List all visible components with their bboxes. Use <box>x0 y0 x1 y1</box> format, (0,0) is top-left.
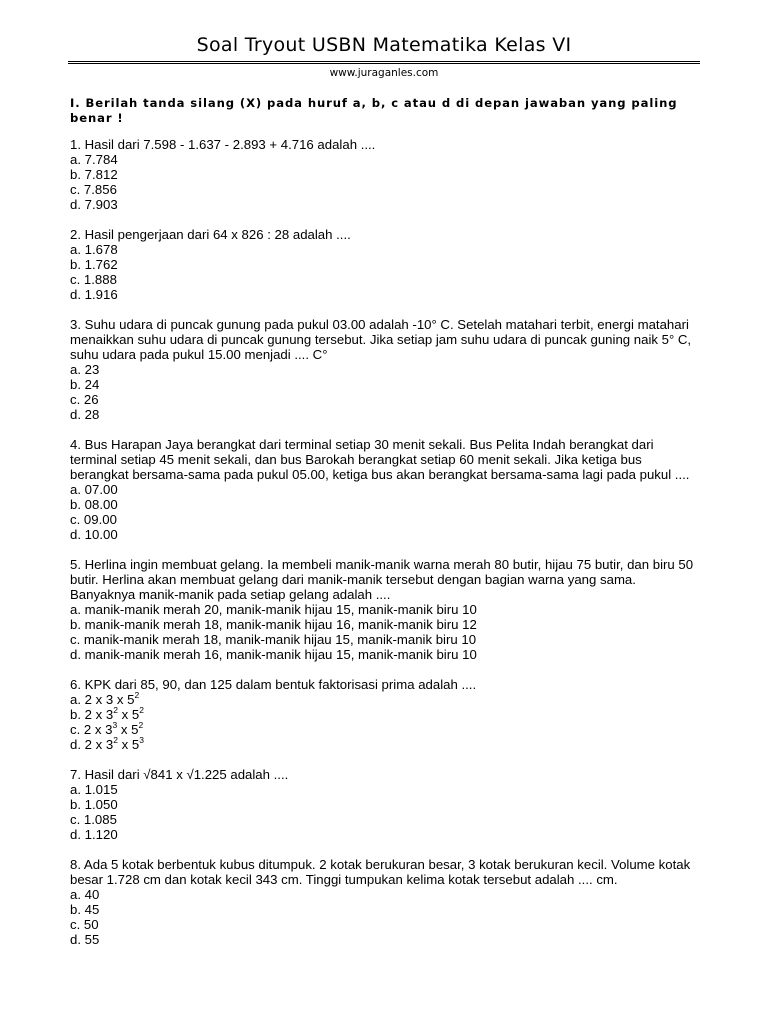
option-c: c. 50 <box>70 917 99 932</box>
question-text: 3. Suhu udara di puncak gunung pada pukul 03.00 adalah -10° C. Setelah matahari terbit, energi matahari menaikkan suhu udara di puncak gunung tersebut. Jika setiap jam suhu udara di puncak guning naik 5° C, suhu udara pada pukul 15.00 menjadi .... C° <box>70 317 692 362</box>
website-url: www.juraganles.com <box>329 67 439 79</box>
option-c <box>70 719 700 737</box>
instruction-text: I. Berilah tanda silang (X) pada huruf a, b, c atau d di depan jawaban yang paling benar ! <box>70 96 678 125</box>
option-a: a. 7.784 <box>70 152 118 167</box>
question-text: 5. Herlina ingin membuat gelang. Ia membeli manik-manik warna merah 80 butir, hijau 75 butir, dan biru 50 butir. Herlina akan membuat gelang dari manik-manik tersebut dengan bagian warna yang sama. Banyaknya manik-manik pada setiap gelang adalah .... <box>70 557 694 602</box>
question-text: 4. Bus Harapan Jaya berangkat dari terminal setiap 30 menit sekali. Bus Pelita Indah berangkat dari terminal setiap 45 menit sekali, dan bus Barokah berangkat setiap 60 menit sekali. Jika ketiga bus berangkat bersama-sama pada pukul 05.00, ketiga bus akan berangkat bersama-sama lagi pada pukul .... <box>70 437 690 482</box>
option-c: c. 26 <box>70 392 99 407</box>
option-text: c. 2 x 3 <box>70 722 113 737</box>
option-d: d. 7.903 <box>70 197 118 212</box>
option-c: c. 1.888 <box>70 272 117 287</box>
title-underline <box>68 61 700 62</box>
option-b: b. 1.050 <box>70 797 118 812</box>
option-c: c. 1.085 <box>70 812 117 827</box>
option-a: a. 07.00 <box>70 482 118 497</box>
option-text: d. 2 x 3 <box>70 737 114 752</box>
option-b: b. manik-manik merah 18, manik-manik hijau 16, manik-manik biru 12 <box>70 617 477 632</box>
option-c: c. 09.00 <box>70 512 117 527</box>
exponent: 2 <box>134 689 140 700</box>
exponent: 2 <box>138 719 144 730</box>
question-text: 8. Ada 5 kotak berbentuk kubus ditumpuk. 2 kotak berukuran besar, 3 kotak berukuran kecil. Volume kotak besar 1.728 cm dan kotak kecil 343 cm. Tinggi tumpukan kelima kotak tersebut adalah .... cm. <box>70 857 691 887</box>
exponent: 3 <box>139 734 144 745</box>
option-text: b. 2 x 3 <box>70 707 114 722</box>
question-text: 6. KPK dari 85, 90, dan 125 dalam bentuk faktorisasi prima adalah .... <box>70 677 477 692</box>
exponent: 2 <box>139 704 144 715</box>
option-b: b. 24 <box>70 377 100 392</box>
exponent: 2 <box>113 734 118 745</box>
title-underline-second <box>68 63 700 64</box>
question-text: 2. Hasil pengerjaan dari 64 x 826 : 28 adalah .... <box>70 227 351 242</box>
question-1 <box>70 137 700 212</box>
question-list <box>70 137 700 962</box>
option-d: d. 55 <box>70 932 100 947</box>
option-b: b. 7.812 <box>70 167 118 182</box>
option-a <box>70 689 700 707</box>
option-b: b. 45 <box>70 902 100 917</box>
option-text: x 5 <box>118 707 140 722</box>
option-a: a. 1.678 <box>70 242 118 257</box>
option-b: b. 08.00 <box>70 497 118 512</box>
option-text: x 5 <box>118 737 140 752</box>
option-d: d. 10.00 <box>70 527 118 542</box>
option-d <box>70 734 700 752</box>
option-c: c. 7.856 <box>70 182 117 197</box>
option-d: d. 28 <box>70 407 100 422</box>
option-d: d. 1.916 <box>70 287 118 302</box>
option-text: a. 2 x 3 x 5 <box>70 692 135 707</box>
option-text: x 5 <box>117 722 139 737</box>
question-text: 7. Hasil dari √841 x √1.225 adalah .... <box>70 767 289 782</box>
question-4 <box>70 437 700 542</box>
option-b: b. 1.762 <box>70 257 118 272</box>
option-a: a. 1.015 <box>70 782 118 797</box>
option-b <box>70 704 700 722</box>
exponent: 3 <box>112 719 118 730</box>
option-a: a. manik-manik merah 20, manik-manik hijau 15, manik-manik biru 10 <box>70 602 477 617</box>
option-a: a. 23 <box>70 362 100 377</box>
option-a: a. 40 <box>70 887 100 902</box>
option-d: d. 1.120 <box>70 827 118 842</box>
option-d: d. manik-manik merah 16, manik-manik hijau 15, manik-manik biru 10 <box>70 647 477 662</box>
question-5 <box>70 557 700 662</box>
option-c: c. manik-manik merah 18, manik-manik hijau 15, manik-manik biru 10 <box>70 632 477 647</box>
question-3 <box>70 317 700 422</box>
question-7 <box>70 767 700 842</box>
question-6 <box>70 677 700 752</box>
question-2 <box>70 227 700 302</box>
question-text: 1. Hasil dari 7.598 - 1.637 - 2.893 + 4.716 adalah .... <box>70 137 376 152</box>
exponent: 2 <box>113 704 118 715</box>
question-8 <box>70 857 700 947</box>
document-title: Soal Tryout USBN Matematika Kelas VI <box>196 34 572 56</box>
